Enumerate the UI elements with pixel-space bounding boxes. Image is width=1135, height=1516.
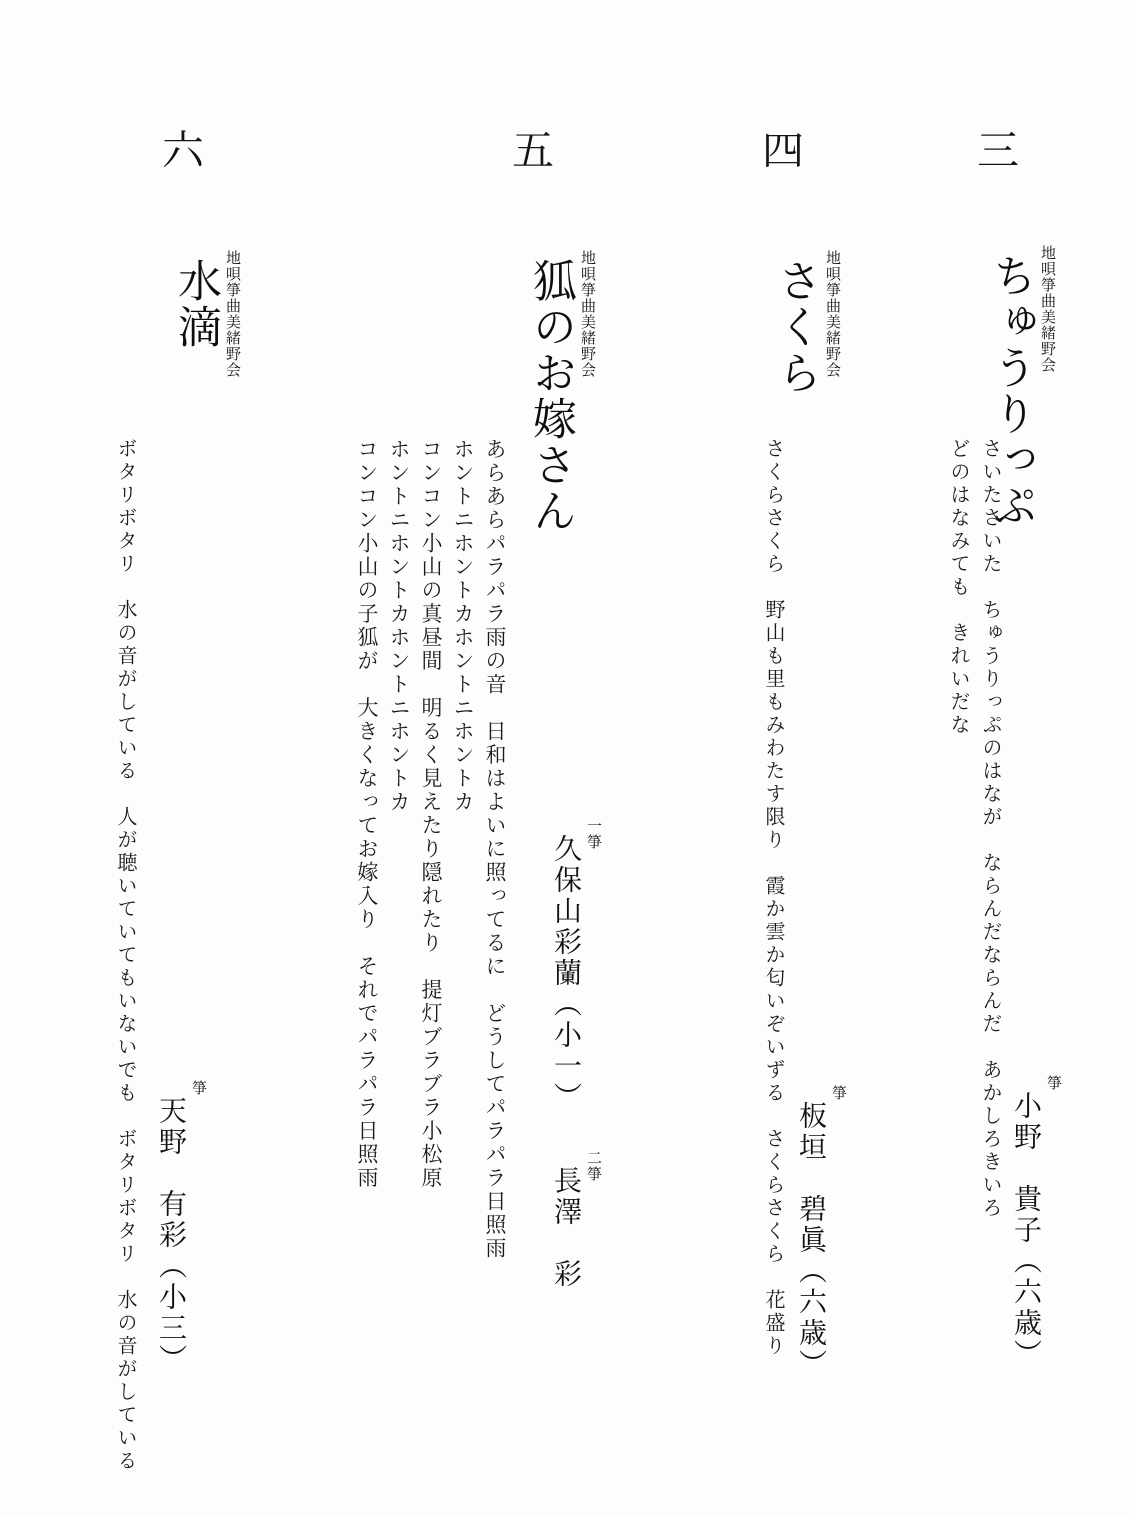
title-text-6: 水滴 (171, 258, 220, 350)
lyric-line-5-2: ホントニホントカホントニホントカ (451, 438, 475, 814)
credit-part-4-1: 箏 (830, 1085, 846, 1101)
title-ruby-5: 地唄箏曲美緒野会 (579, 250, 597, 378)
title-ruby-3: 地唄箏曲美緒野会 (1039, 245, 1057, 373)
credit-part-5-1: 一箏 (585, 818, 601, 850)
lyric-line-6-1: ボタリボタリ 水の音がしている 人が聴いていてもいないでも ボタリボタリ 水の音がしている (114, 438, 136, 1473)
item-number-4: 四 (756, 128, 802, 170)
credit-name-3-1: 小野 貴子（六歳） (1010, 1091, 1041, 1370)
item-number-3: 三 (971, 128, 1017, 170)
lyric-line-5-1: あらあらパラパラ雨の音 日和はよいに照ってるに どうしてパラパラ日照雨 (483, 438, 507, 1261)
program-item-5 (335, 0, 710, 1516)
credit-name-5-1: 久保山彩蘭（小一） (550, 834, 581, 1113)
credit-part-5-2: 二箏 (585, 1150, 601, 1182)
lyric-line-5-4: ホントニホントカホントニホントカ (387, 438, 411, 814)
credit-name-6-1: 天野 有彩（小三） (155, 1096, 186, 1375)
title-text-3: ちゅうりっぷ (986, 253, 1035, 529)
credit-name-4-1: 板垣 碧眞（六歳） (795, 1101, 826, 1380)
credit-part-6-1: 箏 (190, 1080, 206, 1096)
lyric-line-4-1: さくらさくら 野山も里もみわたす限り 霞か雲か匂いぞいずる さくらさくら 花盛り (762, 438, 784, 1358)
item-number-6: 六 (156, 128, 202, 170)
program-item-6 (0, 0, 335, 1516)
lyric-line-5-3: コンコン小山の真昼間 明るく見えたり隠れたり 提灯ブラブラ小松原 (419, 438, 443, 1190)
program-item-3 (905, 0, 1135, 1516)
lyric-line-3-2: どのはなみても きれいだな (947, 438, 969, 737)
title-ruby-6: 地唄箏曲美緒野会 (224, 250, 242, 378)
item-number-5: 五 (506, 128, 552, 170)
lyric-line-3-1: さいたさいた ちゅうりっぷのはなが ならんだならんだ あかしろきいろ (979, 438, 1001, 1220)
lyric-line-5-5: コンコン小山の子狐が 大きくなってお嫁入り それでパラパラ日照雨 (355, 438, 379, 1190)
credit-name-5-2: 長澤 彩 (550, 1166, 581, 1290)
title-ruby-4: 地唄箏曲美緒野会 (824, 250, 842, 378)
credit-part-3-1: 箏 (1045, 1075, 1061, 1091)
title-text-5: 狐のお嫁さん (526, 258, 575, 534)
program-item-4 (710, 0, 905, 1516)
title-text-4: さくら (771, 258, 820, 396)
